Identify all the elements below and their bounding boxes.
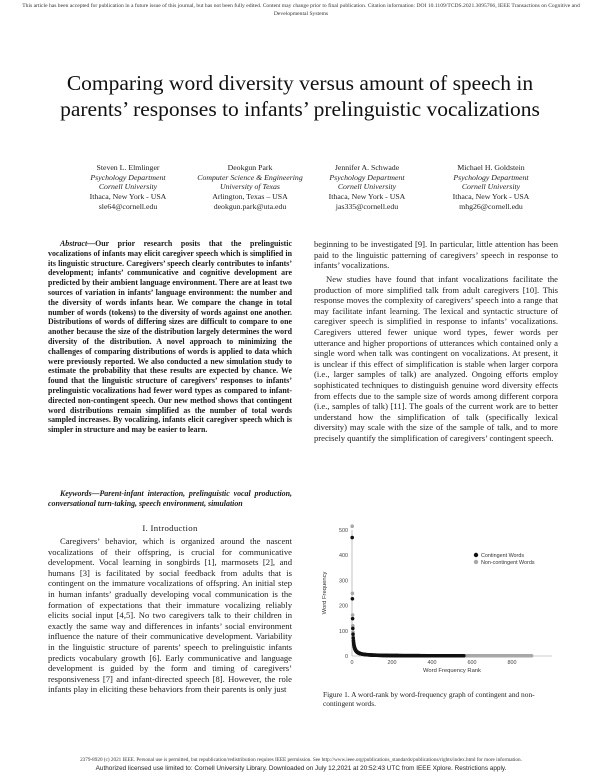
series-contingent-words xyxy=(350,536,465,658)
journal-notice: This article has been accepted for publication in a future issue of this journal, but has not been fully edited. Content may change prior to final publication. Citation information: DOI 10.1109/TCDS.2021.3095766, IEEE Transactions on Cognitive and Developmental Systems xyxy=(22,3,580,17)
author-name: Steven L. Elmlinger xyxy=(96,163,160,172)
rights-footer: 2379-8920 (c) 2021 IEEE. Personal use is permitted, but republication/redistribution requires IEEE permission. See http://www.ieee.org/publications_standards/publications/rights/index.html for more information. xyxy=(80,757,522,763)
abstract xyxy=(48,239,292,435)
x-tick-label: 800 xyxy=(507,660,517,666)
paper-title: Comparing word diversity versus amount of speech in parents’ responses to infants’ prelinguistic vocalizations xyxy=(60,71,540,121)
data-point xyxy=(351,592,355,596)
author-email: mhg26@cornell.edu xyxy=(459,201,523,211)
author-email: deokgun.park@uta.edu xyxy=(213,201,287,211)
x-tick-label: 200 xyxy=(387,660,397,666)
y-tick-label: 200 xyxy=(339,603,348,610)
author-location: Ithaca, New York - USA xyxy=(89,192,167,202)
data-point xyxy=(350,524,354,528)
y-tick-label: 500 xyxy=(339,528,348,534)
figure-caption: Figure 1. A word-rank by word-frequency graph of contingent and non-contingent words. xyxy=(323,690,535,709)
author-department: Psychology Department xyxy=(453,172,529,182)
x-tick-label: 400 xyxy=(427,660,437,666)
author-location: Ithaca, New York - USA xyxy=(452,192,530,202)
author-location: Arlington, Texas – USA xyxy=(212,192,288,202)
section-heading: I. Introduction xyxy=(142,523,198,533)
data-point xyxy=(351,632,355,636)
data-point xyxy=(351,627,355,631)
word-frequency-chart xyxy=(316,522,564,684)
data-point xyxy=(530,654,534,658)
author-location: Ithaca, New York - USA xyxy=(328,192,406,202)
author-university: Cornell University xyxy=(337,182,397,192)
right-paragraph-1: beginning to be investigated [9]. In particular, little attention has been paid to the linguistic patterning of caregivers’ speech in response to infants’ vocalizations. xyxy=(314,239,558,271)
data-point xyxy=(350,536,354,540)
license-footer: Authorized licensed use limited to: Cornell University Library. Downloaded on July 12,2021 at 20:52:43 UTC from IEEE Xplore. Restrictions apply. xyxy=(95,765,507,772)
x-tick-label: 600 xyxy=(467,660,477,666)
author-email: jas335@cornell.edu xyxy=(335,201,399,211)
keywords xyxy=(48,489,292,509)
author-department: Psychology Department xyxy=(329,172,405,182)
y-tick-label: 400 xyxy=(339,553,348,560)
y-tick-label: 100 xyxy=(339,628,348,635)
data-point xyxy=(351,597,355,601)
author-email: sle64@cornell.edu xyxy=(98,201,158,211)
right-paragraph-2: New studies have found that infant vocalizations facilitate the production of more simplified talk from adult caregivers [10]. This response moves the complexity of caregivers’ speech into a range that may facilitate infant learning. The lexical and syntactic structure of caregiver speech is simplified in response to infants’ vocalizations. Caregivers uttered fewer unique word types, fewer words per utterance and higher proportions of utterances which contained only a single word when talk was contingent on vocalizations. At present, it is unclear if this effect of simplification is stable when larger corpora (i.e., larger samples of talk) are analyzed. Ongoing efforts employ sophisticated techniques to distinguish genuine word diversity effects from effects due to the sample size of words among different corpora (i.e., samples of talk) [11]. The goals of the current work are to better understand how the simplification of talk (specifically lexical diversity) may scale with the size of the sample of talk, and to more precisely quantify the simplification of caregivers’ contingent speech. xyxy=(314,274,558,443)
author-department: Psychology Department xyxy=(90,172,166,182)
x-axis-label: Word Frequency Rank xyxy=(423,668,481,674)
series-non-contingent-words xyxy=(350,524,533,657)
author-block xyxy=(58,163,198,212)
author-university: University of Texas xyxy=(220,182,280,192)
author-block xyxy=(297,163,437,212)
legend-marker xyxy=(474,553,478,557)
author-name: Jennifer A. Schwade xyxy=(334,163,400,172)
legend-marker xyxy=(474,560,478,564)
legend-label: Contingent Words xyxy=(481,553,525,559)
data-point xyxy=(462,654,466,658)
author-block xyxy=(421,163,561,212)
author-name: Michael H. Goldstein xyxy=(457,163,525,172)
x-tick-label: 0 xyxy=(350,660,354,666)
data-point xyxy=(351,617,355,621)
data-point xyxy=(351,613,355,617)
y-tick-label: 0 xyxy=(345,654,348,660)
abstract-label: Abstract— xyxy=(60,239,96,248)
intro-paragraph: Caregivers’ behavior, which is organized around the nascent vocalizations of their offspring, is crucial for communicative development. Vocal learning in songbirds [1], marmosets [2], and humans [3] is facilitated by social feedback from adults that is contingent on the immature vocalizations of offspring. An initial step in human infants’ gradually developing vocal communication is the formation of expectations that their immature vocalizing reliably elicits social input [4,5]. No two caregivers talk to their children in exactly the same way and differences in infants’ social environment influence the nature of their communicative development. Variability in the linguistic structure of parents’ speech to prelinguistic infants predicts vocabulary growth [6]. Early communicative and language development is guided by the form and timing of caregivers’ responsiveness [7] and infant-directed speech [8]. However, the role infants play in eliciting these behaviors from their parents is only just xyxy=(48,536,292,695)
author-name: Deokgun Park xyxy=(227,163,273,172)
keywords-label: Keywords— xyxy=(60,489,100,498)
keywords-text: Parent-infant interaction, prelinguistic vocal production, conversational turn-taking, speech environment, simulation xyxy=(48,489,292,508)
y-axis-label: Word Frequency xyxy=(322,571,328,615)
author-university: Cornell University xyxy=(461,182,521,192)
abstract-text: Our prior research posits that the prelinguistic vocalizations of infants may elicit caregiver speech which is simplified in its linguistic structure. Caregivers’ speech clearly contributes to infants’ development; infants’ communicative and cognitive development are predicted by their ambient language environment. There are at least two sources of variation in infants’ language environment: the number and the diversity of words infants hear. We compare the change in total number of words (tokens) to the diversity of words against one another. Distributions of words of differing sizes are difficult to compare to one another because the size of the distribution largely determines the word diversity of the distribution. A novel approach to minimizing the challenges of comparing distributions of words is applied to data which were previously reported. We also conducted a new simulation study to estimate the probability that these results are expected by chance. We found that the linguistic structure of caregivers’ responses to infants’ prelinguistic vocalizations had fewer word types as compared to infant-directed non-contingent speech. Our new method shows that contingent word distributions remain simplified as the number of total words sampled increases. By vocalizing, infants elicit caregiver speech which is simpler in structure and may be easier to learn. xyxy=(48,239,292,435)
author-university: Cornell University xyxy=(98,182,158,192)
y-tick-label: 300 xyxy=(339,578,348,585)
legend-label: Non-contingent Words xyxy=(481,560,535,566)
author-department: Computer Science & Engineering xyxy=(197,172,303,182)
